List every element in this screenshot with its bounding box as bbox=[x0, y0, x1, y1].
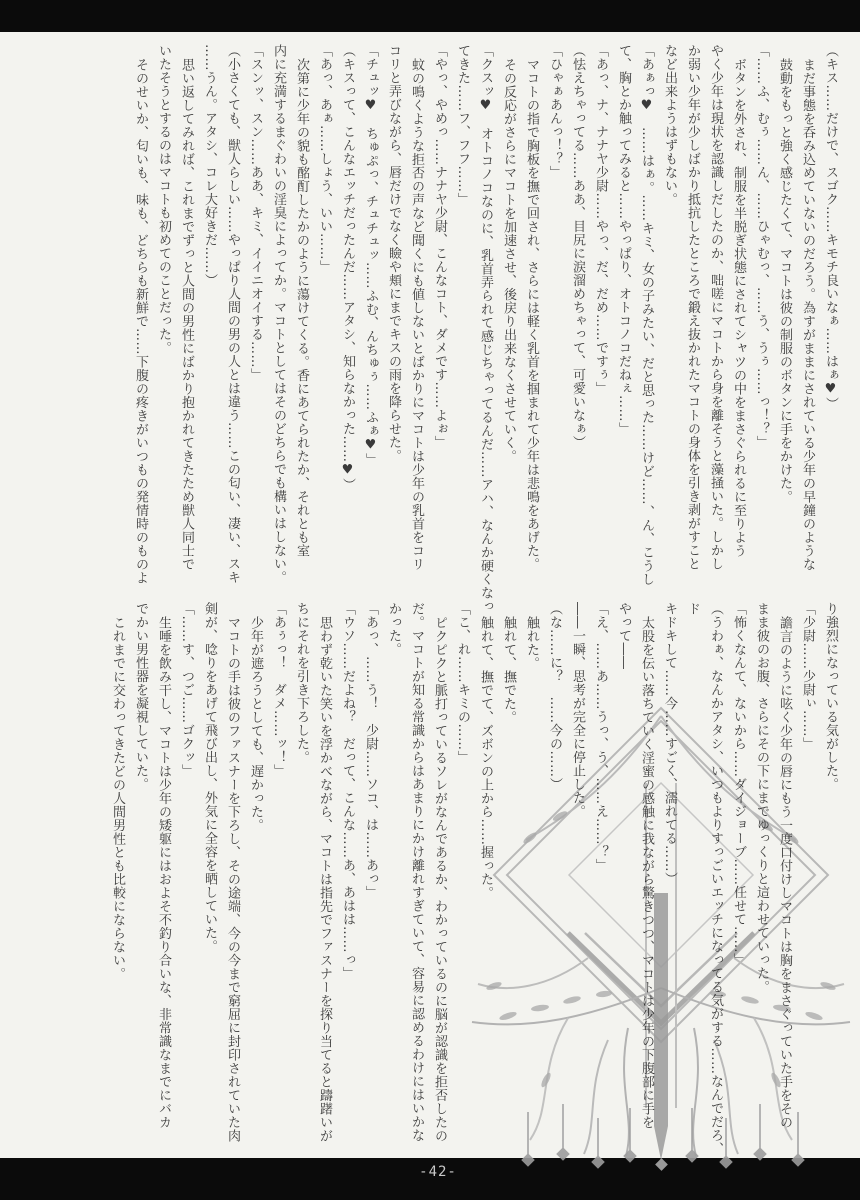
text-column: 「……ふ、むぅ……ん、……ひゃむっ、……う、うぅ……っ！？」 bbox=[754, 44, 769, 449]
text-column: ボタンを外され、制服を半脱ぎ状態にされてシャツの中をまさぐられるに至りよう bbox=[731, 58, 746, 558]
text-column: て、胸とか触ってみると……やっぱり、オトコノコだねぇ……」 bbox=[616, 44, 631, 436]
text-column: 「あぁっ♥ ……はぁ。……キミ、女の子みたい、だと思った……けど……、ん、こうし bbox=[639, 44, 654, 586]
text-column: でかい男性器を凝視していた。 bbox=[133, 602, 148, 791]
text-column: 「あっ、ナ、ナナヤ少尉……やっ、だ、だめ……ですぅ」 bbox=[593, 44, 608, 395]
text-column: 思わず乾いた笑いを浮かべながら、マコトは指先でファスナーを探り当てると躊躇いが bbox=[317, 616, 332, 1143]
text-column: 思い返してみれば、これまでずっと人間の男性にばかり抱かれてきたため獣人同士で bbox=[179, 58, 194, 571]
text-column: 剣が、唸りをあげて飛び出し、外気に全容を晒していた。 bbox=[202, 602, 217, 953]
text-column: 「こ、れ……キミの……」 bbox=[455, 602, 470, 764]
text-column: （キスって、こんなエッチだったんだ……アタシ、知らなかった……♥） bbox=[340, 44, 355, 492]
text-column: （怯えちゃってる……ああ、目尻に涙溜めちゃって、可愛いなぁ） bbox=[570, 44, 585, 449]
text-column: かった。 bbox=[386, 602, 401, 656]
text-column: 少年が遮ろうとしても、遅かった。 bbox=[248, 616, 263, 832]
text-column: 「……す、つご……ゴクッ」 bbox=[179, 602, 194, 778]
text-column: これまでに交わってきたどの人間男性とも比較にならない。 bbox=[110, 616, 125, 981]
text-column: 「やっ、やめっ……ナナヤ少尉、こんなコト、ダメです……よぉ」 bbox=[432, 44, 447, 449]
text-column: （な……に？ ……今の……） bbox=[547, 602, 562, 791]
text-column: 蚊の鳴くような拒否の声など聞くにも値しないとばかりにマコトは少年の乳首をコリ bbox=[409, 58, 424, 571]
text-column: 鼓動をもっと強く感じたくて、マコトは彼の制服のボタンに手をかけた。 bbox=[777, 58, 792, 504]
text-column: （うわぁ、なんかアタシ、いつもよりすっごいエッチになってる気がする……なんでだろ、ド bbox=[685, 602, 723, 1156]
text-column: そのせいか、匂いも、味も、どちらも新鮮で……下腹の疼きがいつもの発情時のものよ bbox=[133, 58, 148, 585]
text-column: 「あっ、……う！ 少尉……ソコ、は……あっ」 bbox=[363, 602, 378, 899]
text-column: キドキして……今……すごく、濡れてる……） bbox=[662, 602, 677, 886]
text-column: など出来ようはずもない。 bbox=[662, 44, 677, 206]
text-column: 「怖くなんて、ないから……ダイジョーブ……任せて……」 bbox=[731, 602, 746, 967]
text-column: 「少尉……少尉ぃ……」 bbox=[800, 602, 815, 751]
text-column: やって―― bbox=[616, 602, 631, 670]
text-column: 内に充満するまぐわいの淫臭によってか。マコトとしてはそのどちらでも構いはしない。 bbox=[271, 44, 286, 584]
text-column: ちにそれを引き下ろした。 bbox=[294, 602, 309, 764]
text-column: 「え、……あ……うっ、う、……え……？」 bbox=[593, 602, 608, 872]
text-column: 生唾を飲み干し、マコトは少年の矮躯にはおよそ不釣り合いな、非常識なまでにバカ bbox=[156, 616, 171, 1129]
text-column: 触れて、撫でて、ズボンの上から……握った。 bbox=[478, 616, 493, 900]
text-block-bottom bbox=[110, 602, 842, 1162]
text-column: 「ウソ……だよね？ だって、こんな……あ、あはは……っ」 bbox=[340, 602, 355, 980]
text-column: まだ事態を呑み込めていないのだろう。為すがままにされている少年の早鐘のような bbox=[800, 58, 815, 571]
text-column: 太股を伝い落ちていく淫蜜の感触に我ながら驚きつつ、マコトは少年の下腹部に手を bbox=[639, 616, 654, 1129]
text-column: 触れた。 bbox=[524, 616, 539, 670]
text-block-top bbox=[126, 44, 842, 619]
text-column: か弱い少年が少しばかり抵抗したところで鍛え抜かれたマコトの身体を引き剥がすこと bbox=[685, 44, 700, 571]
top-border-bar bbox=[0, 0, 860, 32]
text-column: マコトの手は彼のファスナーを下ろし、その途端、今の今まで窮屈に封印されていた肉 bbox=[225, 616, 240, 1143]
text-column: 次第に少年の貌も酩酊したかのように蕩けてくる。香にあてられたか、それとも室 bbox=[294, 58, 309, 558]
text-column: やく少年は現状を認識しだしたのか、咄嗟にマコトから身を離そうと藻掻いた。しかし bbox=[708, 44, 723, 571]
page-number: -42- bbox=[419, 1164, 457, 1180]
text-column: ピクピクと脈打っているソレがなんであるか、わかっているのに脳が認識を拒否したの bbox=[432, 616, 447, 1143]
text-column: （小さくても、獣人らしい……やっぱり人間の男の人とは違う……この匂い、凄い、スキ bbox=[225, 44, 240, 584]
text-column: 「あっ、あぁ……しょう、いい……」 bbox=[317, 44, 332, 274]
text-column: 「クスッ♥ オトコノコなのに、乳首弄られて感じちゃってるんだ……アハ、なんか硬くなっ bbox=[478, 44, 493, 613]
text-column: （キス……だけで、スゴク……キモチ良いなぁ……はぁ♥） bbox=[823, 44, 838, 411]
text-column: その反応がさらにマコトを加速させ、後戻り出来なくさせていく。 bbox=[501, 58, 516, 463]
text-column: マコトの指で胸板を撫で回され、さらには軽く乳首を掴まれて少年は悲鳴をあげた。 bbox=[524, 58, 539, 571]
text-column: ――一瞬、思考が完全に停止した。 bbox=[570, 602, 585, 818]
text-column: 「チュッ♥ ちゅぷっ、チュチュッ……ふむ、んちゅぅ……ふぁ♥」 bbox=[363, 44, 378, 467]
text-column: 「あぅっ！ ダメ……ッ！」 bbox=[271, 602, 286, 778]
text-column: り強烈になっている気がした。 bbox=[823, 602, 838, 791]
text-column: 譫言のように呟く少年の唇にもう一度口付けしマコトは胸をまさぐっていた手をその bbox=[777, 616, 792, 1129]
text-column: 「スンッ、スン……ああ、キミ、イイニオイする……」 bbox=[248, 44, 263, 382]
text-column: てきた……フ、フフ……」 bbox=[455, 44, 470, 206]
text-column: まま彼のお腹、さらにその下にまでゆっくりと這わせていった。 bbox=[754, 602, 769, 994]
text-column: いたそうとするのはマコトも初めてのことだった。 bbox=[156, 44, 171, 355]
text-column: コリと弄びながら、唇だけでなく瞼や頬にまでキスの雨を降らせた。 bbox=[386, 44, 401, 463]
text-column: だ。マコトが知る常識からはあまりにかけ離れすぎていて、容易に認めるわけにはいかな bbox=[409, 602, 424, 1142]
text-column: 触れて、撫でた。 bbox=[501, 616, 516, 724]
text-column: ……うん。アタシ、コレ大好きだ……） bbox=[202, 44, 217, 287]
text-column: 「ひゃぁあんっ！？」 bbox=[547, 44, 562, 179]
